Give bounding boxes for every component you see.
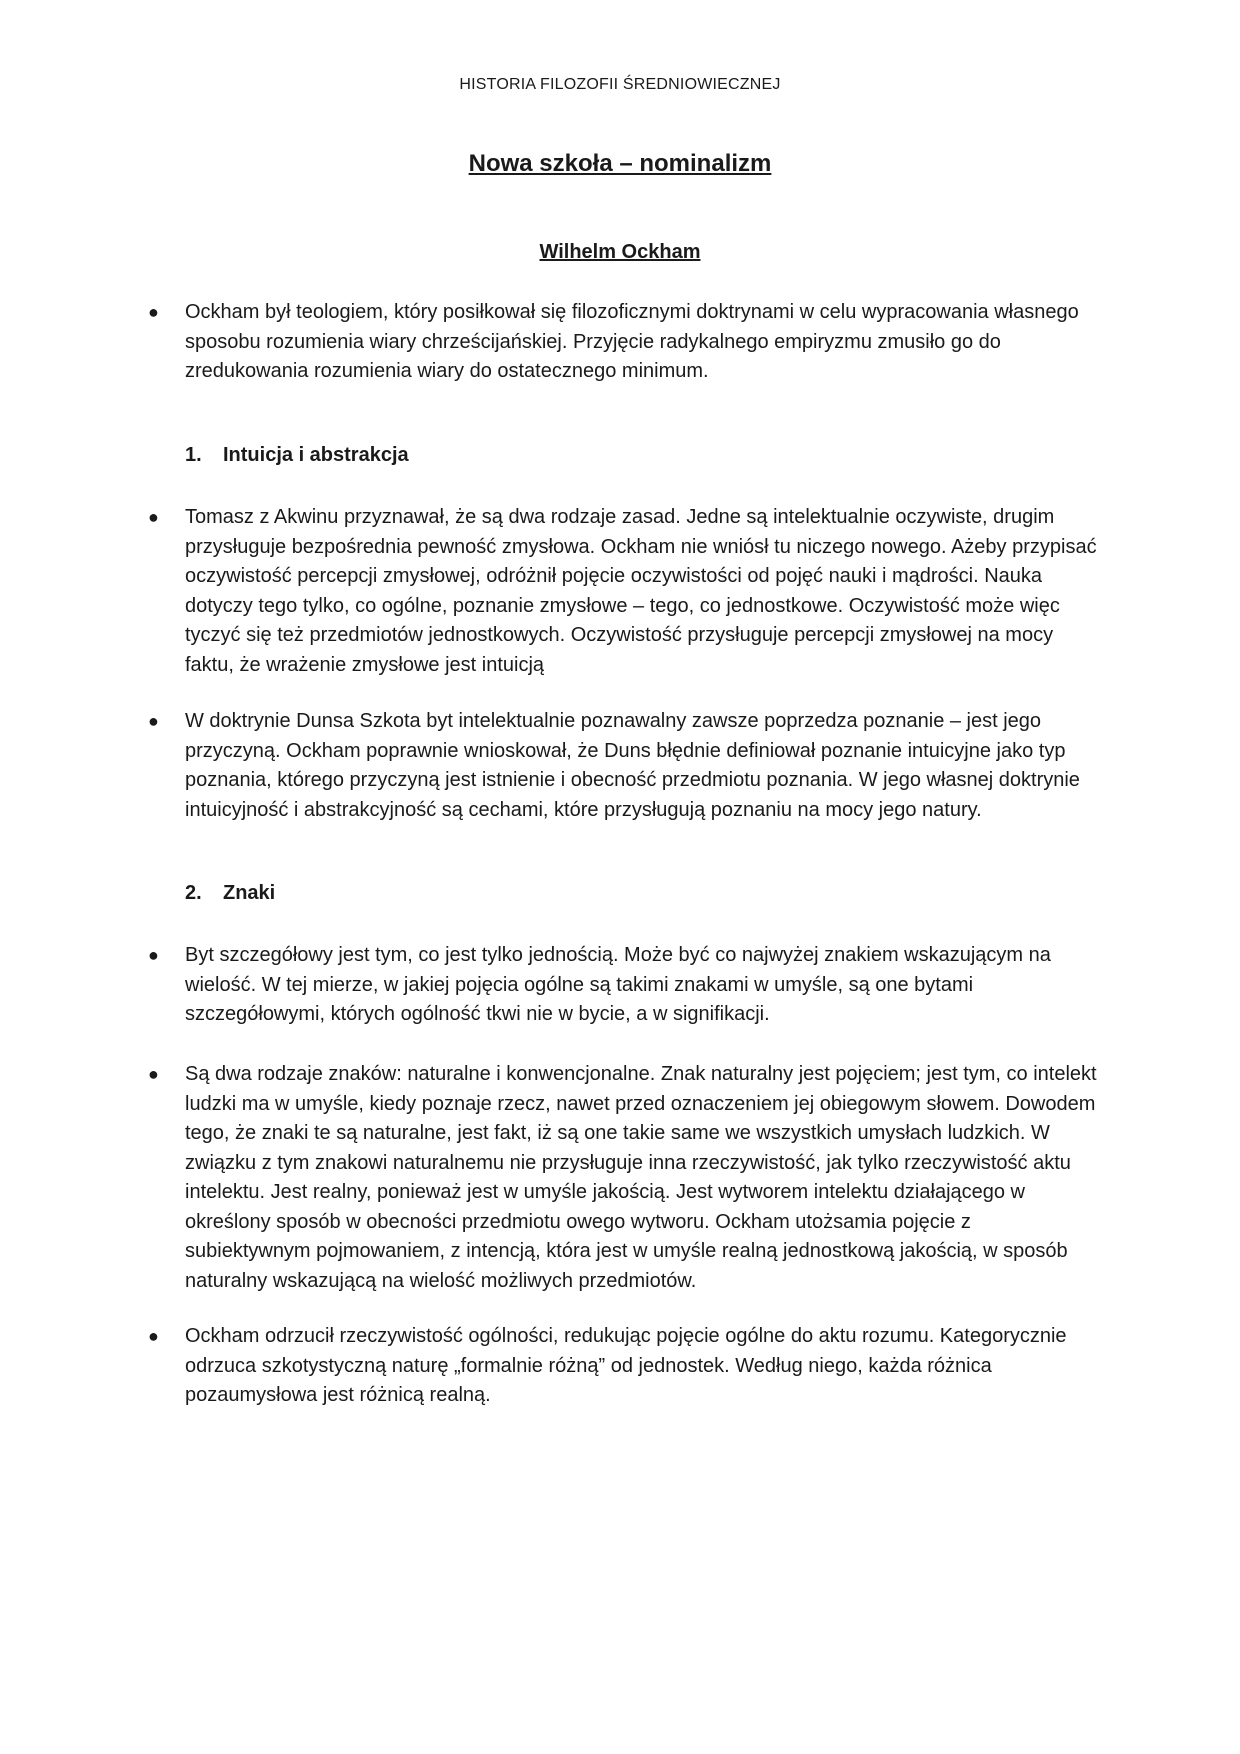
bullet-icon: ●	[148, 302, 159, 322]
bullet-icon: ●	[148, 1064, 159, 1084]
document-title: Nowa szkoła – nominalizm	[468, 150, 772, 177]
bullet-text: Ockham był teologiem, który posiłkował się filozoficznymi doktrynami w celu wypracowania własnego sposobu rozumienia wiary chrześcijańskiej. Przyjęcie radykalnego empiryzmu zmusiło go do zredukowania rozumienia wiary do ostatecznego minimum.	[185, 301, 1079, 382]
document-subtitle: Wilhelm Ockham	[539, 241, 701, 263]
bullet-text: Tomasz z Akwinu przyznawał, że są dwa rodzaje zasad. Jedne są intelektualnie oczywiste, drugim przysługuje bezpośrednia pewność zmysłowa. Ockham nie wniósł tu niczego nowego. Ażeby przypisać oczywistość percepcji zmysłowej, odróżnił pojęcie oczywistości od pojęć nauki i mądrości. Nauka dotyczy tego tylko, co ogólne, poznanie zmysłowe – tego, co jednostkowe. Oczywistość może więc tyczyć się też przedmiotów jednostkowych. Oczywistość przysługuje percepcji zmysłowej na mocy faktu, że wrażenie zmysłowe jest intuicją	[185, 506, 1097, 676]
bullet-icon: ●	[148, 1326, 159, 1346]
intro-bullet	[148, 298, 1098, 387]
list-item	[148, 1322, 1098, 1411]
bullet-text: W doktrynie Dunsa Szkota byt intelektualnie poznawalny zawsze poprzedza poznanie – jest jego przyczyną. Ockham poprawnie wnioskował, że Duns błędnie definiował poznanie intuicyjne jako typ poznania, którego przyczyną jest istnienie i obecność przedmiotu poznania. W jego własnej doktrynie intuicyjność i abstrakcyjność są cechami, które przysługują poznaniu na mocy jego natury.	[185, 710, 1080, 821]
bullet-text: Ockham odrzucił rzeczywistość ogólności, redukując pojęcie ogólne do aktu rozumu. Kategorycznie odrzuca szkotystyczną naturę „formalnie różną” od jednostek. Według niego, każda różnica pozaumysłowa jest różnicą realną.	[185, 1325, 1067, 1406]
list-item	[148, 707, 1098, 825]
section-number: 2.	[185, 882, 202, 904]
section-heading-2	[185, 882, 275, 905]
list-item	[148, 941, 1098, 1030]
bullet-icon: ●	[148, 507, 159, 527]
list-item	[148, 1060, 1098, 1296]
bullet-icon: ●	[148, 945, 159, 965]
section-number: 1.	[185, 444, 202, 466]
list-item	[148, 503, 1098, 680]
section-title: Znaki	[223, 882, 276, 904]
section-title: Intuicja i abstrakcja	[223, 444, 409, 466]
bullet-icon: ●	[148, 711, 159, 731]
bullet-text: Byt szczegółowy jest tym, co jest tylko jednością. Może być co najwyżej znakiem wskazującym na wielość. W tej mierze, w jakiej pojęcia ogólne są takimi znakami w umyśle, są one bytami szczegółowymi, których ogólność tkwi nie w bycie, a w signifikacji.	[185, 944, 1051, 1025]
section-heading-1	[185, 444, 409, 467]
running-header: HISTORIA FILOZOFII ŚREDNIOWIECZNEJ	[459, 76, 781, 93]
bullet-text: Są dwa rodzaje znaków: naturalne i konwencjonalne. Znak naturalny jest pojęciem; jest tym, co intelekt ludzki ma w umyśle, kiedy poznaje rzecz, nawet przed oznaczeniem jej obiegowym słowem. Dowodem tego, że znaki te są naturalne, jest fakt, iż są one takie same we wszystkich umysłach ludzkich. W związku z tym znakowi naturalnemu nie przysługuje inna rzeczywistość, jak tylko rzeczywistość aktu intelektu. Jest realny, ponieważ jest w umyśle jakością. Jest wytworem intelektu działającego w określony sposób w obecności przedmiotu owego wytworu. Ockham utożsamia pojęcie z subiektywnym pojmowaniem, z intencją, która jest w umyśle realną jednostkową jakością, w sposób naturalny wskazującą na wielość możliwych przedmiotów.	[185, 1063, 1097, 1292]
